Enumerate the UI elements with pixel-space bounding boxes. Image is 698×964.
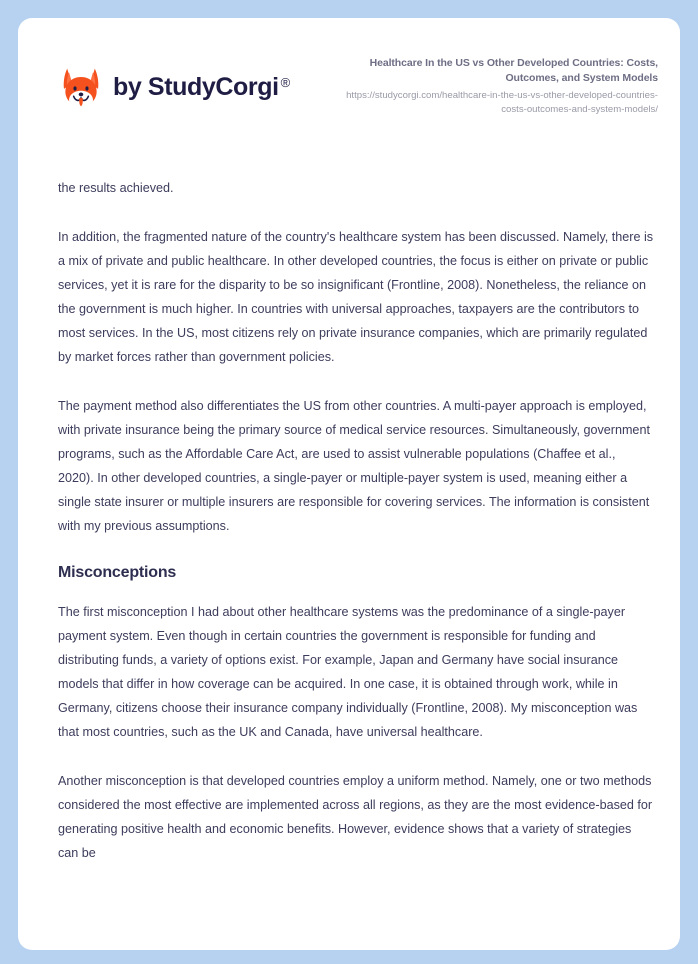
paragraph: The first misconception I had about other healthcare systems was the predominance of a single-payer payment system. Even though in certain countries the government is responsible for funding and distributing funds, a variety of options exist. For example, Japan and Germany have social insurance models that differ in how coverage can be acquired. In one case, it is obtained through work, while in Germany, citizens choose their insurance company individually (Frontline, 2008). My misconception was that most countries, such as the UK and Canada, have universal healthcare. — [58, 604, 638, 739]
document-title: Healthcare In the US vs Other Developed Countries: Costs, Outcomes, and System Models — [369, 57, 658, 84]
document-body — [58, 176, 654, 865]
document-page-card — [18, 18, 680, 950]
brand-wordmark — [113, 75, 290, 100]
document-url: https://studycorgi.com/healthcare-in-the-us-vs-other-developed-countries-costs-outcomes-and-system-models/ — [346, 90, 658, 115]
paragraph: the results achieved. — [58, 181, 174, 195]
brand-name: by StudyCorgi — [113, 73, 279, 101]
paragraph: The payment method also differentiates the US from other countries. A multi-payer approach is employed, with private insurance being the primary source of medical service resources. Simultaneously, government programs, such as the Affordable Care Act, are used to assist vulnerable populations (Chaffee et al., 2020). In other developed countries, a single-payer or multiple-payer system is used, meaning either a single state insurer or multiple insurers are responsible for covering services. The information is consistent with my previous assumptions. — [58, 399, 650, 533]
section-heading-misconceptions: Misconceptions — [58, 564, 177, 581]
corgi-logo-icon — [58, 65, 104, 111]
brand-logo-group — [58, 65, 290, 111]
paragraph: Another misconception is that developed countries employ a uniform method. Namely, one or two methods considered the most effective are implemented across all regions, as they are the most evidence-based for generating positive health and economic benefits. However, evidence shows that a variety of strategies can be — [58, 773, 653, 860]
registered-trademark-icon: ® — [280, 75, 291, 90]
paragraph: In addition, the fragmented nature of the country's healthcare system has been discussed. Namely, there is a mix of private and public healthcare. In other developed countries, the focus is either on private or public services, yet it is rare for the disparity to be so insignificant (Frontline, 2008). Nonetheless, the reliance on the government is much higher. In countries with universal approaches, taxpayers are the contributors to most services. In the US, most citizens rely on private insurance companies, which are primarily regulated by market forces rather than government policies. — [58, 230, 654, 364]
header-meta — [328, 56, 658, 116]
document-header — [18, 18, 680, 153]
